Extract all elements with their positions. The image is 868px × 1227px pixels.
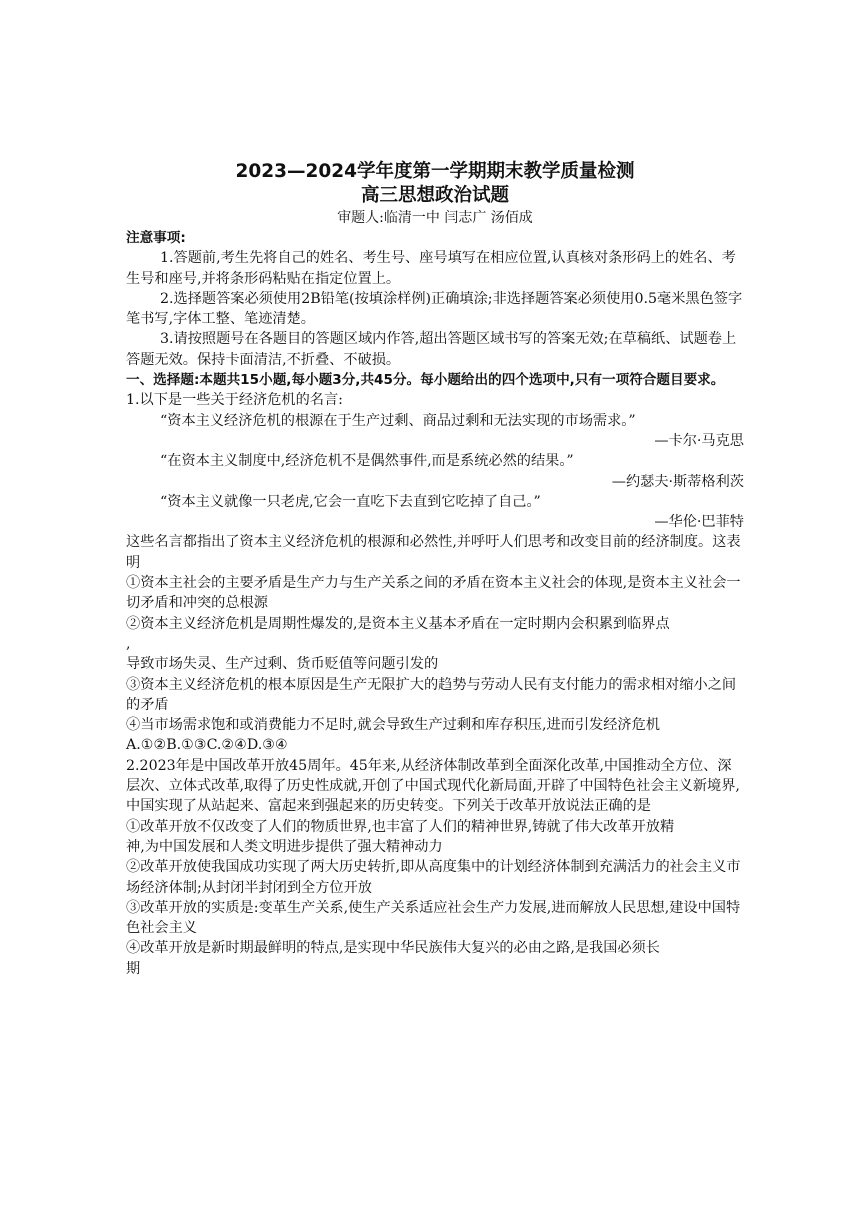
exam-title: 2023—2024学年度第一学期期末教学质量检测 — [235, 161, 635, 182]
question-2-option-4: ④改革开放是新时期最鲜明的特点,是实现中华民族伟大复兴的必由之路,是我国必须长 — [126, 940, 660, 957]
question-2-option-1-cont: 神,为中国发展和人类文明进步提供了强大精神动力 — [126, 838, 443, 855]
question-1-option-3: ③资本主义经济危机的根本原因是生产无限扩大的趋势与劳动人民有支付能力的需求相对缩小之间的矛盾 — [126, 676, 737, 713]
question-1-choices: A.①②B.①③C.②④D.③④ — [126, 737, 288, 754]
quote-2-text: “在资本主义制度中,经济危机不是偶然事件,而是系统必然的结果。” — [160, 453, 574, 470]
question-2-option-1: ①改革开放不仅改变了人们的物质世界,也丰富了人们的精神世界,铸就了伟大改革开放精 — [126, 818, 675, 835]
question-1-option-2: ②资本主义经济危机是周期性爆发的,是资本主义基本矛盾在一定时期内会积累到临界点 — [126, 615, 670, 632]
quote-3-author: —华伦·巴菲特 — [654, 514, 744, 531]
question-2-option-2: ②改革开放使我国成功实现了两大历史转折,即从高度集中的计划经济体制到充满活力的社会主义市场经济体制;从封闭半封闭到全方位开放 — [126, 859, 741, 896]
question-2-stem: 2.2023年是中国改革开放45周年。45年来,从经济体制改革到全面深化改革,中国推动全方位、深层次、立体式改革,取得了历史性成就,开创了中国式现代化新局面,开辟了中国特色社会主义新境界,中国实现了从站起来、富起来到强起来的历史转变。下列关于改革开放说法正确的是 — [126, 757, 740, 815]
reviewers-line: 审题人:临清一中 闫志广 汤佰成 — [337, 210, 533, 226]
question-1-option-2-comma: , — [126, 635, 131, 652]
notice-heading: 注意事项: — [126, 230, 186, 246]
notice-item-1: 1.答题前,考生先将自己的姓名、考生号、座号填写在相应位置,认真核对条形码上的姓名、考生号和座号,并将条形码粘贴在指定位置上。 — [126, 250, 736, 287]
question-1-option-1: ①资本主社会的主要矛盾是生产力与生产关系之间的矛盾在资本主义社会的体现,是资本主义社会一切矛盾和冲突的总根源 — [126, 575, 741, 612]
question-1-option-4: ④当市场需求饱和或消费能力不足时,就会导致生产过剩和库存积压,进而引发经济危机 — [126, 717, 660, 734]
question-1-lead: 这些名言都指出了资本主义经济危机的根源和必然性,并呼吁人们思考和改变目前的经济制度。这表明 — [126, 534, 741, 571]
exam-subtitle: 高三思想政治试题 — [360, 185, 509, 206]
question-2-option-4-cont: 期 — [126, 960, 141, 977]
quote-1-text: “资本主义经济危机的根源在于生产过剩、商品过剩和无法实现的市场需求。” — [160, 412, 636, 429]
quote-3-text: “资本主义就像一只老虎,它会一直吃下去直到它吃掉了自己。” — [160, 493, 541, 510]
question-2-option-3: ③改革开放的实质是:变革生产关系,使生产关系适应社会生产力发展,进而解放人民思想,建设中国特色社会主义 — [126, 899, 741, 937]
quote-1-author: —卡尔·马克思 — [654, 432, 744, 449]
quote-2-author: —约瑟夫·斯蒂格利茨 — [611, 473, 744, 490]
exam-content — [126, 160, 744, 979]
notice-item-2: 2.选择题答案必须使用2B铅笔(按填涂样例)正确填涂;非选择题答案必须使用0.5毫米黑色签字笔书写,字体工整、笔迹清楚。 — [126, 290, 743, 328]
section-heading: 一、选择题:本题共15小题,每小题3分,共45分。每小题给出的四个选项中,只有一项符合题目要求。 — [126, 372, 725, 389]
question-1-stem: 1.以下是一些关于经济危机的名言: — [126, 392, 343, 409]
question-1-option-2-cont: 导致市场失灵、生产过剩、货币贬值等问题引发的 — [126, 656, 439, 673]
notice-item-3: 3.请按照题号在各题目的答题区域内作答,超出答题区域书写的答案无效;在草稿纸、试题卷上答题无效。保持卡面清洁,不折叠、不破损。 — [126, 331, 737, 368]
